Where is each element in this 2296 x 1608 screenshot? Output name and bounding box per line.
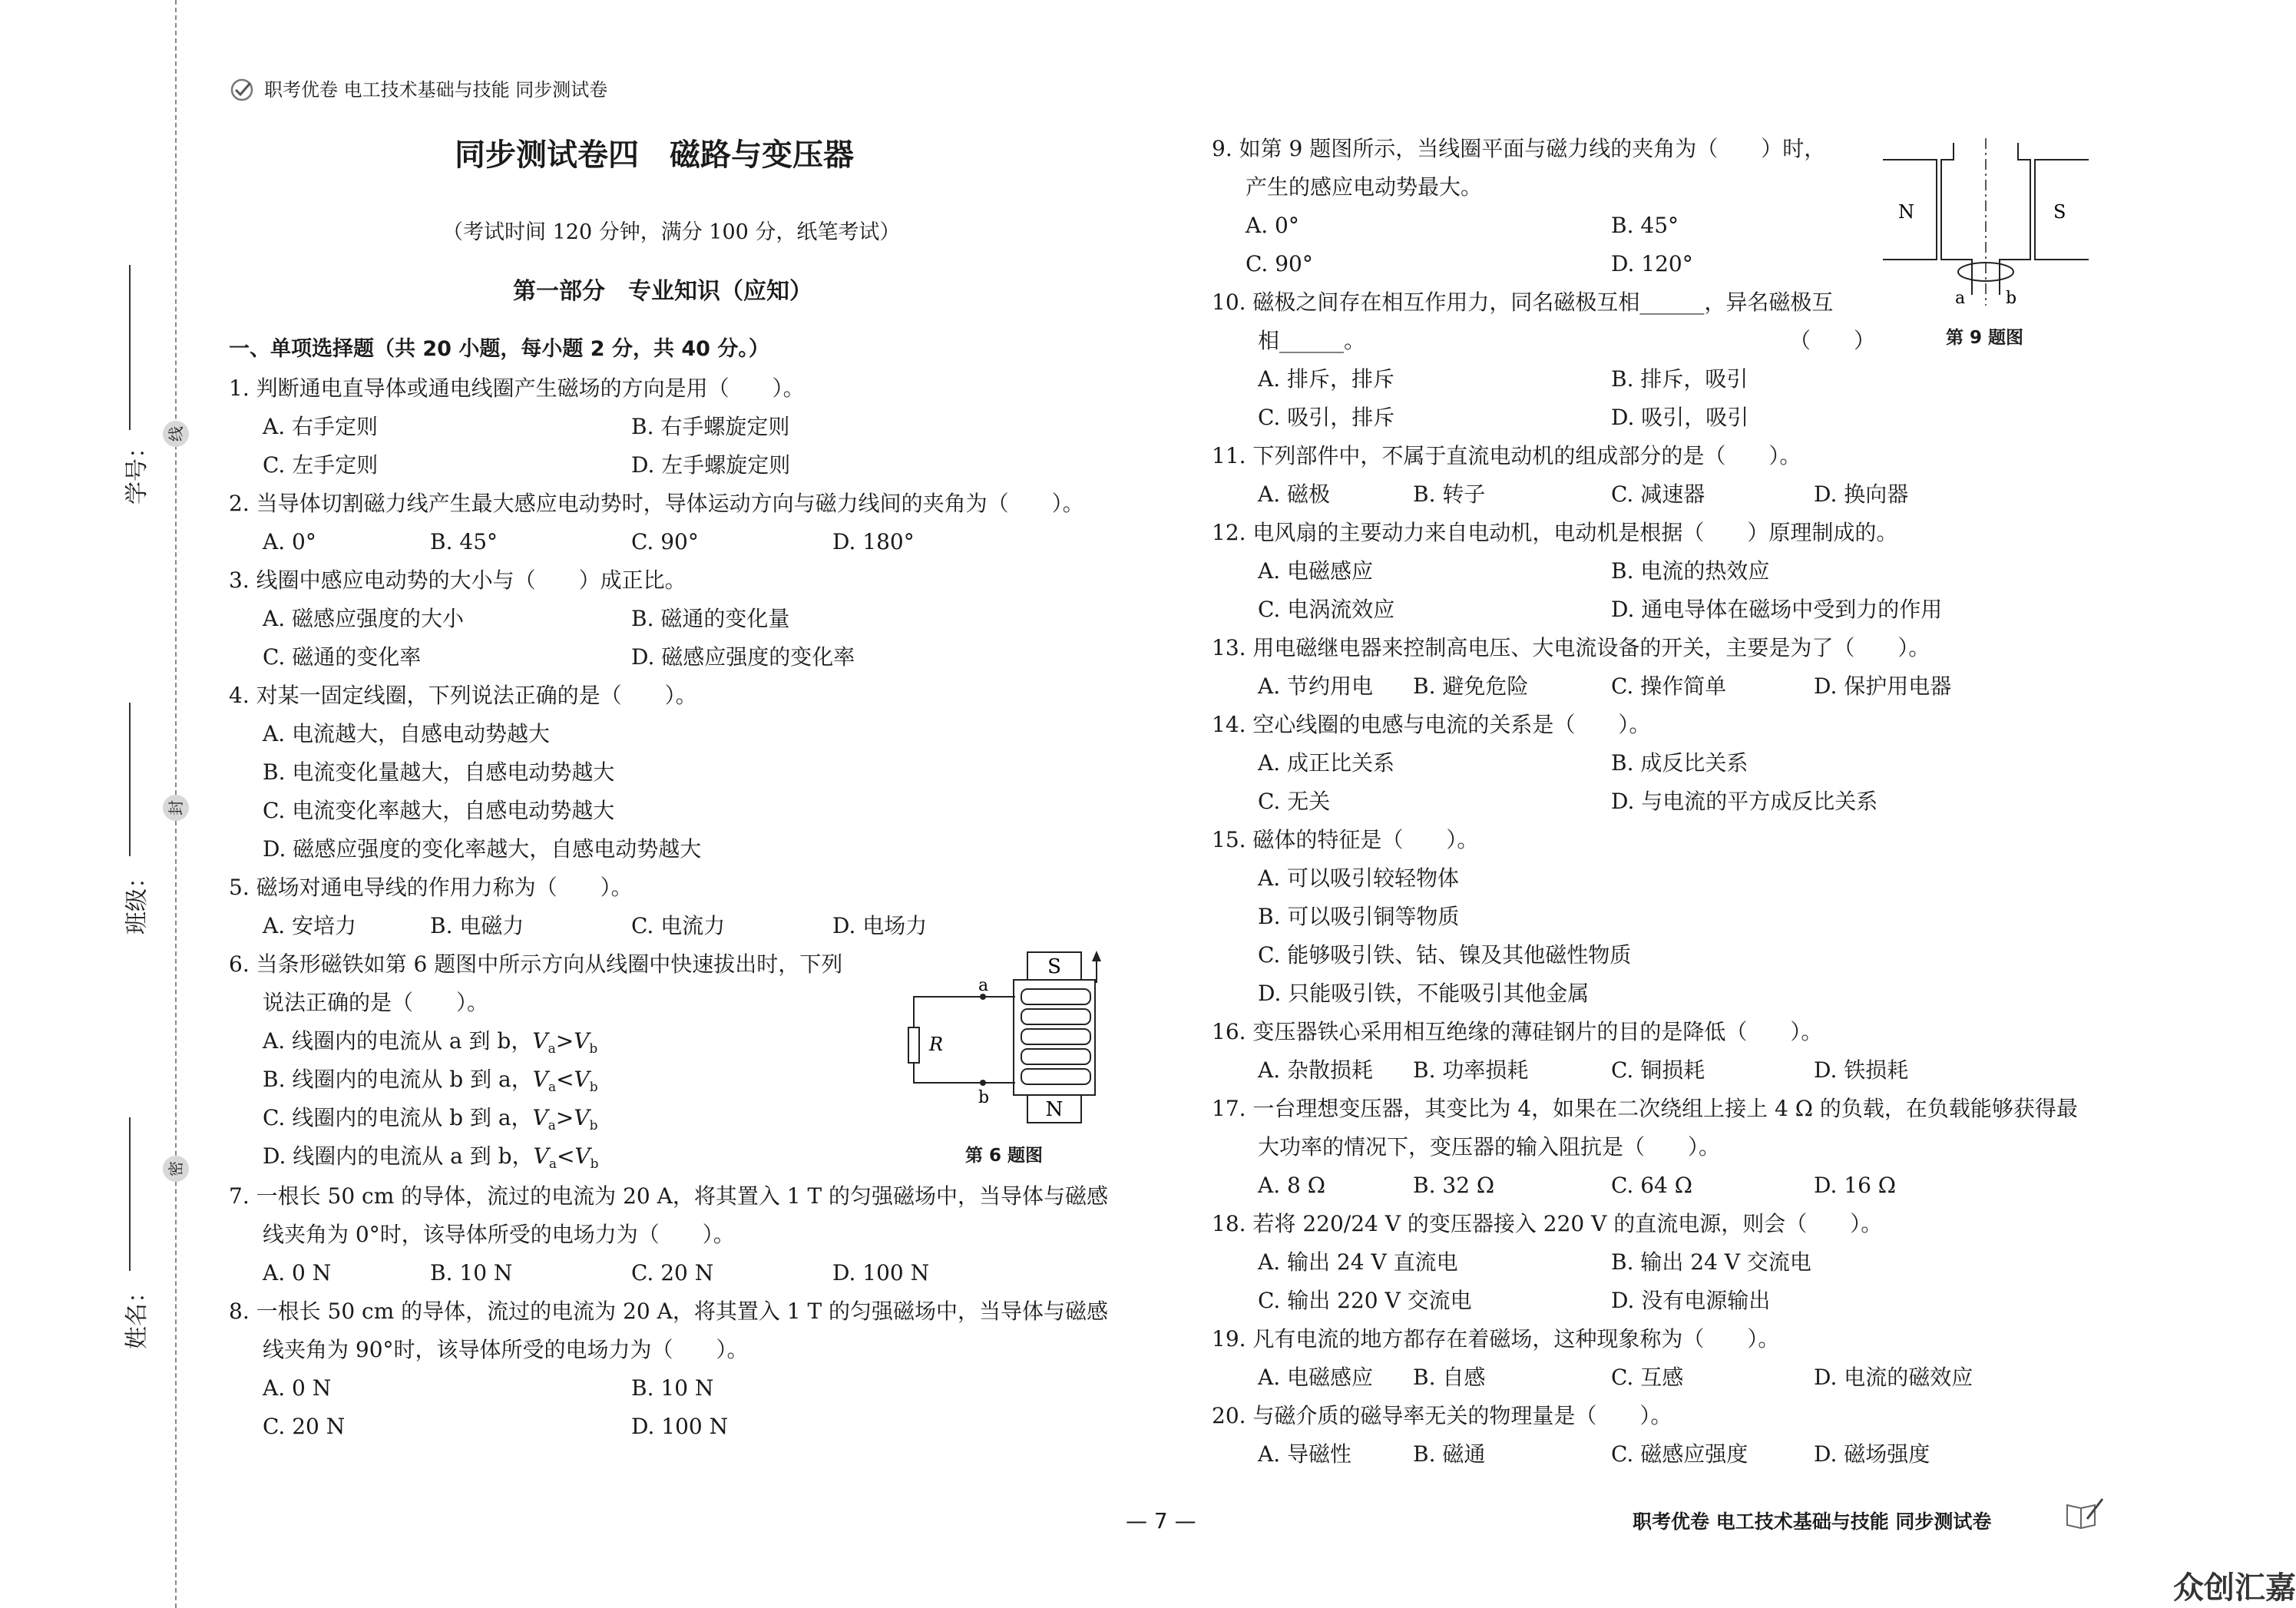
q14-option-b: B. 成反比关系 — [1611, 750, 1748, 776]
q9-option-d: D. 120° — [1611, 251, 1693, 276]
q1-stem: 1. 判断通电直导体或通电线圈产生磁场的方向是用（ ）。 — [229, 376, 805, 401]
q6-magnet-n-label: N — [1045, 1098, 1064, 1121]
q14-stem: 14. 空心线圈的电感与电流的关系是（ ）。 — [1212, 712, 1651, 737]
q16-stem: 16. 变压器铁心采用相互绝缘的薄硅钢片的目的是降低（ ）。 — [1212, 1019, 1823, 1044]
q15-stem: 15. 磁体的特征是（ ）。 — [1212, 827, 1479, 852]
q11-stem: 11. 下列部件中，不属于直流电动机的组成部分的是（ ）。 — [1212, 443, 1801, 468]
q10-option-a: A. 排斥，排斥 — [1258, 366, 1395, 392]
q6-coil-frame — [1014, 980, 1095, 1095]
q15-option-b: B. 可以吸引铜等物质 — [1258, 904, 1460, 929]
q6-pull-arrow-icon — [1092, 951, 1101, 961]
q18-option-c: C. 输出 220 V 交流电 — [1258, 1288, 1472, 1313]
q17-stem-line1: 17. 一台理想变压器，其变比为 4，如果在二次绕组上接上 4 Ω 的负载，在负载能够获得最 — [1212, 1096, 2078, 1121]
q6-magnet-s-label: S — [1047, 955, 1061, 978]
q17-option-a: A. 8 Ω — [1258, 1173, 1325, 1198]
q3-stem: 3. 线圈中感应电动势的大小与（ ）成正比。 — [229, 567, 686, 593]
watermark: 众创汇嘉 — [2173, 1570, 2296, 1606]
student-id-label: 学号： — [124, 435, 151, 505]
q19-option-b: B. 自感 — [1413, 1365, 1486, 1390]
q4-stem: 4. 对某一固定线圈，下列说法正确的是（ ）。 — [229, 683, 697, 708]
binding-mark-xian: 线 — [163, 421, 189, 447]
q6-option-d: D. 线圈内的电流从 a 到 b，$V_a<V_b$ — [263, 1143, 599, 1172]
q19-option-c: C. 互感 — [1611, 1365, 1684, 1390]
student-id-blank-line — [129, 265, 131, 430]
q1-option-d: D. 左手螺旋定则 — [631, 452, 791, 478]
q8-stem-line1: 8. 一根长 50 cm 的导体，流过的电流为 20 A，将其置入 1 T 的匀强磁场中，当导体与磁感 — [229, 1299, 1109, 1324]
q19-option-a: A. 电磁感应 — [1258, 1365, 1374, 1390]
q12-option-d: D. 通电导体在磁场中受到力的作用 — [1611, 597, 1943, 622]
q4-option-b: B. 电流变化量越大，自感电动势越大 — [263, 759, 615, 785]
q9-b-label: b — [2006, 289, 2017, 308]
q11-option-c: C. 减速器 — [1611, 481, 1705, 507]
q9-option-a: A. 0° — [1246, 213, 1299, 238]
footer-series: 职考优卷 电工技术基础与技能 同步测试卷 — [1633, 1510, 1992, 1533]
q5-stem: 5. 磁场对通电导线的作用力称为（ ）。 — [229, 875, 633, 900]
q9-stem-line2: 产生的感应电动势最大。 — [1246, 174, 1483, 200]
q9-option-c: C. 90° — [1246, 251, 1313, 276]
q11-option-d: D. 换向器 — [1814, 481, 1909, 507]
q9-s-label: S — [2053, 201, 2066, 223]
q9-stem-line1: 9. 如第 9 题图所示，当线圈平面与磁力线的夹角为（ ）时， — [1212, 136, 1826, 161]
q7-stem-line1: 7. 一根长 50 cm 的导体，流过的电流为 20 A，将其置入 1 T 的匀强磁场中，当导体与磁感 — [229, 1183, 1109, 1209]
q13-option-a: A. 节约用电 — [1258, 673, 1374, 699]
q1-option-a: A. 右手定则 — [263, 414, 379, 439]
q8-stem-line2: 线夹角为 90°时，该导体所受的电场力为（ ）。 — [263, 1337, 749, 1362]
q10-answer-paren: （ ） — [1789, 328, 1876, 353]
q16-option-b: B. 功率损耗 — [1413, 1057, 1529, 1083]
name-label: 姓名： — [124, 1280, 151, 1349]
q3-option-a: A. 磁感应强度的大小 — [263, 606, 465, 631]
q7-option-a: A. 0 N — [263, 1260, 332, 1285]
q10-option-b: B. 排斥，吸引 — [1611, 366, 1748, 392]
q6-a-label: a — [978, 976, 989, 995]
q2-option-b: B. 45° — [430, 529, 498, 554]
q18-option-a: A. 输出 24 V 直流电 — [1258, 1249, 1458, 1275]
q16-option-a: A. 杂散损耗 — [1258, 1057, 1374, 1083]
class-blank-line — [129, 703, 131, 856]
q5-option-b: B. 电磁力 — [430, 913, 524, 938]
part-title: 第一部分 专业知识（应知） — [513, 278, 812, 305]
q10-option-c: C. 吸引，排斥 — [1258, 405, 1395, 430]
q12-option-a: A. 电磁感应 — [1258, 558, 1374, 584]
q9-option-b: B. 45° — [1611, 213, 1679, 238]
q11-option-b: B. 转子 — [1413, 481, 1486, 507]
q15-option-a: A. 可以吸引较轻物体 — [1258, 865, 1460, 891]
q17-option-d: D. 16 Ω — [1814, 1173, 1896, 1198]
header-series: 职考优卷 电工技术基础与技能 同步测试卷 — [264, 79, 608, 101]
q14-option-d: D. 与电流的平方成反比关系 — [1611, 789, 1878, 814]
q8-option-c: C. 20 N — [263, 1414, 346, 1439]
q3-option-b: B. 磁通的变化量 — [631, 606, 790, 631]
q2-option-c: C. 90° — [631, 529, 699, 554]
q13-stem: 13. 用电磁继电器来控制高电压、大电流设备的开关，主要是为了（ ）。 — [1212, 635, 1930, 660]
q9-n-label: N — [1898, 201, 1914, 223]
class-label: 班级： — [124, 865, 151, 935]
q4-option-a: A. 电流越大，自感电动势越大 — [263, 721, 551, 746]
q10-stem-line1: 10. 磁极之间存在相互作用力，同名磁极互相______，异名磁极互 — [1212, 290, 1834, 315]
q18-option-b: B. 输出 24 V 交流电 — [1611, 1249, 1811, 1275]
page-number: — 7 — — [1126, 1508, 1196, 1534]
q13-option-b: B. 避免危险 — [1413, 673, 1529, 699]
q8-option-b: B. 10 N — [631, 1375, 714, 1401]
q12-option-c: C. 电涡流效应 — [1258, 597, 1395, 622]
q2-option-d: D. 180° — [832, 529, 915, 554]
q7-option-d: D. 100 N — [832, 1260, 930, 1285]
q7-option-b: B. 10 N — [430, 1260, 513, 1285]
binding-mark-feng: 封 — [163, 795, 189, 821]
q6-option-b: B. 线圈内的电流从 b 到 a，$V_a<V_b$ — [263, 1067, 598, 1095]
q6-r-label: R — [929, 1034, 944, 1055]
q11-option-a: A. 磁极 — [1258, 481, 1331, 507]
q6-stem-line1: 6. 当条形磁铁如第 6 题图中所示方向从线圈中快速拔出时，下列 — [229, 951, 843, 977]
q6-b-label: b — [978, 1088, 990, 1107]
q3-option-d: D. 磁感应强度的变化率 — [631, 644, 855, 670]
q13-option-c: C. 操作简单 — [1611, 673, 1727, 699]
q17-option-c: C. 64 Ω — [1611, 1173, 1692, 1198]
q3-option-c: C. 磁通的变化率 — [263, 644, 422, 670]
q7-option-c: C. 20 N — [631, 1260, 714, 1285]
q2-stem: 2. 当导体切割磁力线产生最大感应电动势时，导体运动方向与磁力线间的夹角为（ ）。 — [229, 491, 1084, 516]
q10-stem-line2: 相______。 — [1258, 328, 1366, 353]
q5-option-d: D. 电场力 — [832, 913, 928, 938]
q6-caption: 第 6 题图 — [965, 1146, 1044, 1166]
page-title: 同步测试卷四 磁路与变压器 — [455, 137, 854, 173]
q9-a-label: a — [1955, 289, 1966, 308]
q8-option-d: D. 100 N — [631, 1414, 729, 1439]
q5-option-a: A. 安培力 — [263, 913, 357, 938]
header-check-icon — [229, 77, 255, 106]
q16-option-c: C. 铜损耗 — [1611, 1057, 1705, 1083]
q10-option-d: D. 吸引，吸引 — [1611, 405, 1749, 430]
q6-option-a: A. 线圈内的电流从 a 到 b，$V_a>V_b$ — [263, 1028, 598, 1057]
q13-option-d: D. 保护用电器 — [1814, 673, 1952, 699]
q15-option-c: C. 能够吸引铁、钴、镍及其他磁性物质 — [1258, 942, 1632, 968]
q9-figure — [1883, 138, 2090, 315]
q16-option-d: D. 铁损耗 — [1814, 1057, 1909, 1083]
q1-option-c: C. 左手定则 — [263, 452, 379, 478]
q14-option-c: C. 无关 — [1258, 789, 1331, 814]
q6-figure — [898, 945, 1121, 1129]
q19-option-d: D. 电流的磁效应 — [1814, 1365, 1973, 1390]
q6-stem-line2: 说法正确的是（ ）。 — [263, 990, 489, 1015]
q8-option-a: A. 0 N — [263, 1375, 332, 1401]
q9-coil — [1941, 143, 1972, 275]
name-blank-line — [129, 1117, 131, 1271]
q4-option-c: C. 电流变化率越大，自感电动势越大 — [263, 798, 615, 823]
q14-option-a: A. 成正比关系 — [1258, 750, 1395, 776]
q20-stem: 20. 与磁介质的磁导率无关的物理量是（ ）。 — [1212, 1403, 1672, 1428]
q17-option-b: B. 32 Ω — [1413, 1173, 1495, 1198]
exam-info: （考试时间 120 分钟，满分 100 分，纸笔考试） — [442, 220, 901, 244]
q20-option-c: C. 磁感应强度 — [1611, 1441, 1748, 1467]
q20-option-a: A. 导磁性 — [1258, 1441, 1352, 1467]
q12-stem: 12. 电风扇的主要动力来自电动机，电动机是根据（ ）原理制成的。 — [1212, 520, 1898, 545]
section-title: 一、单项选择题（共 20 小题，每小题 2 分，共 40 分。） — [229, 337, 769, 361]
q15-option-d: D. 只能吸引铁，不能吸引其他金属 — [1258, 981, 1590, 1006]
q17-stem-line2: 大功率的情况下，变压器的输入阻抗是（ ）。 — [1258, 1134, 1721, 1160]
q19-stem: 19. 凡有电流的地方都存在着磁场，这种现象称为（ ）。 — [1212, 1326, 1780, 1352]
q20-option-b: B. 磁通 — [1413, 1441, 1486, 1467]
q20-option-d: D. 磁场强度 — [1814, 1441, 1930, 1467]
q6-resistor — [908, 1027, 919, 1063]
q18-option-d: D. 没有电源输出 — [1611, 1288, 1771, 1313]
q5-option-c: C. 电流力 — [631, 913, 726, 938]
binding-mark-mi: 密 — [163, 1156, 189, 1182]
q9-caption: 第 9 题图 — [1946, 328, 2024, 348]
q12-option-b: B. 电流的热效应 — [1611, 558, 1770, 584]
q4-option-d: D. 磁感应强度的变化率越大，自感电动势越大 — [263, 836, 702, 862]
book-pen-icon — [2064, 1496, 2104, 1534]
q2-option-a: A. 0° — [263, 529, 316, 554]
q7-stem-line2: 线夹角为 0°时，该导体所受的电场力为（ ）。 — [263, 1222, 735, 1247]
q18-stem: 18. 若将 220/24 V 的变压器接入 220 V 的直流电源，则会（ ）。 — [1212, 1211, 1883, 1236]
q1-option-b: B. 右手螺旋定则 — [631, 414, 790, 439]
q6-option-c: C. 线圈内的电流从 b 到 a，$V_a>V_b$ — [263, 1105, 598, 1133]
